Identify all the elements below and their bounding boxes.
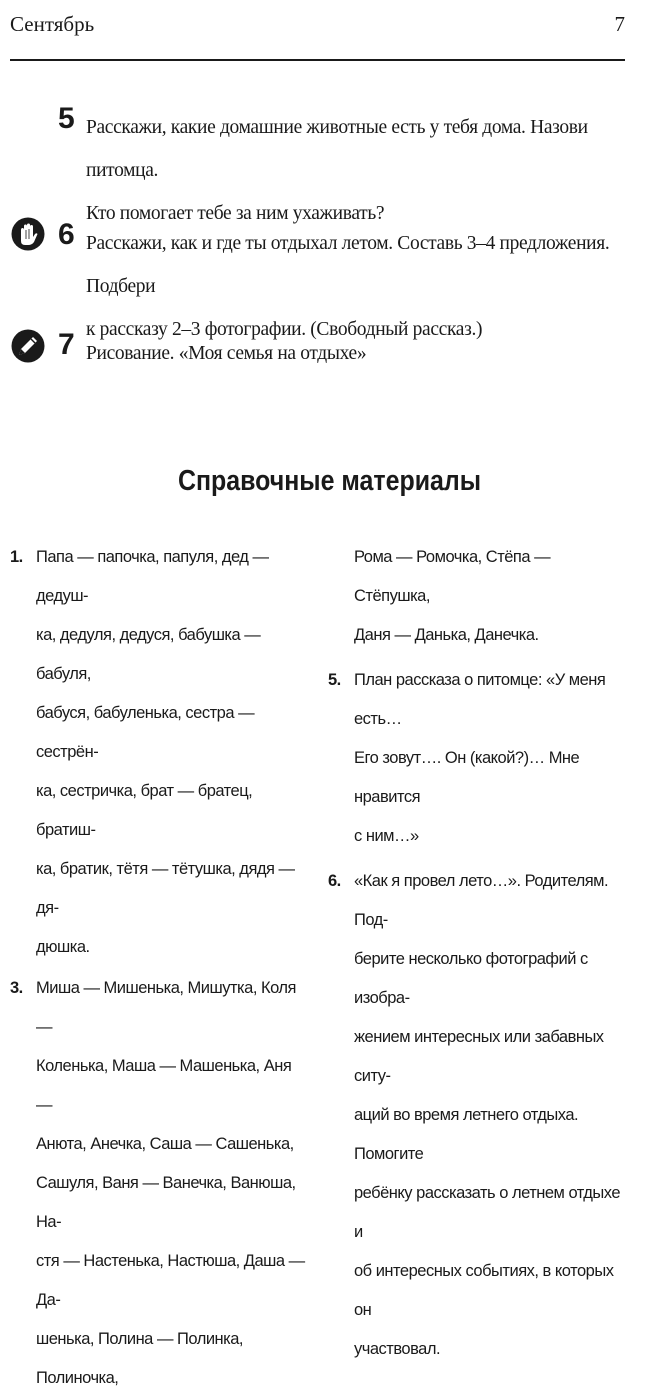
- reference-line: Коленька, Маша — Машенька, Аня —: [36, 1057, 292, 1114]
- pencil-icon: [11, 329, 45, 363]
- reference-line: ка, дедуля, дедуся, бабушка — бабуля,: [36, 626, 261, 683]
- reference-item-5: [328, 661, 626, 856]
- reference-line: Даня — Данька, Данечка.: [354, 626, 539, 644]
- task-line: Кто помогает тебе за ним ухаживать?: [86, 203, 385, 224]
- reference-line: «Как я провел лето…». Родителям. Под-: [354, 872, 609, 929]
- task-line: Рисование. «Моя семья на отдыхе»: [86, 343, 367, 364]
- reference-line: ка, братик, тётя — тётушка, дядя — дя-: [36, 860, 295, 917]
- task-5: [0, 102, 625, 224]
- reference-line: об интересных событиях, в которых он: [354, 1262, 614, 1319]
- reference-line: шенька, Полина — Полинка, Полиночка,: [36, 1330, 243, 1387]
- reference-line: Анюта, Анечка, Саша — Сашенька,: [36, 1135, 294, 1153]
- task-number: 5: [58, 102, 75, 135]
- running-title: Сентябрь: [10, 12, 95, 36]
- reference-number: 5.: [328, 671, 341, 689]
- reference-number: 6.: [328, 872, 341, 890]
- reference-line: Папа — папочка, папуля, дед — дедуш-: [36, 548, 269, 605]
- task-line: Расскажи, какие домашние животные есть у тебя дома. Назови питомца.: [86, 117, 588, 181]
- page-number: 7: [614, 12, 625, 36]
- task-6: [0, 218, 625, 340]
- reference-line: бабуся, бабуленька, сестра — сестрён-: [36, 704, 255, 761]
- reference-line: Рома — Ромочка, Стёпа — Стёпушка,: [354, 548, 551, 605]
- task-number: 7: [58, 328, 75, 361]
- reference-line: берите несколько фотографий с изобра-: [354, 950, 588, 1007]
- reference-item-1: [10, 538, 306, 967]
- references-left-column: [10, 538, 306, 1400]
- task-text: [86, 332, 625, 375]
- reference-number: 3.: [10, 979, 23, 997]
- reference-line: с ним…»: [354, 827, 419, 845]
- task-line: к рассказу 2–3 фотографии. (Свободный рассказ.): [86, 319, 483, 340]
- reference-item-6: [328, 862, 626, 1369]
- reference-line: Миша — Мишенька, Мишутка, Коля —: [36, 979, 296, 1036]
- reference-item-3: [10, 969, 306, 1398]
- reference-line: дюшка.: [36, 938, 90, 956]
- header-rule: [10, 59, 625, 61]
- reference-line: ребёнку рассказать о летнем отдыхе и: [354, 1184, 621, 1241]
- reference-line: Сашуля, Ваня — Ванечка, Ванюша, На-: [36, 1174, 296, 1231]
- reference-item-3-continued: [328, 538, 626, 655]
- task-line: Расскажи, как и где ты отдыхал летом. Составь 3–4 предложения. Подбери: [86, 233, 610, 297]
- reference-line: аций во время летнего отдыха. Помогите: [354, 1106, 579, 1163]
- reference-line: жением интересных или забавных ситу-: [354, 1028, 604, 1085]
- references-right-column: [328, 538, 626, 1371]
- hands-icon: [11, 217, 45, 251]
- page-header: [10, 12, 625, 42]
- reference-line: ка, сестричка, брат — братец, братиш-: [36, 782, 253, 839]
- reference-line: стя — Настенька, Настюша, Даша — Да-: [36, 1252, 305, 1309]
- reference-number: 1.: [10, 548, 23, 566]
- reference-line: План рассказа о питомце: «У меня есть…: [354, 671, 606, 728]
- section-title: Справочные материалы: [177, 465, 482, 497]
- reference-line: Его зовут…. Он (какой?)… Мне нравится: [354, 749, 580, 806]
- task-text: [86, 106, 625, 235]
- reference-line: участвовал.: [354, 1340, 441, 1358]
- task-number: 6: [58, 218, 75, 251]
